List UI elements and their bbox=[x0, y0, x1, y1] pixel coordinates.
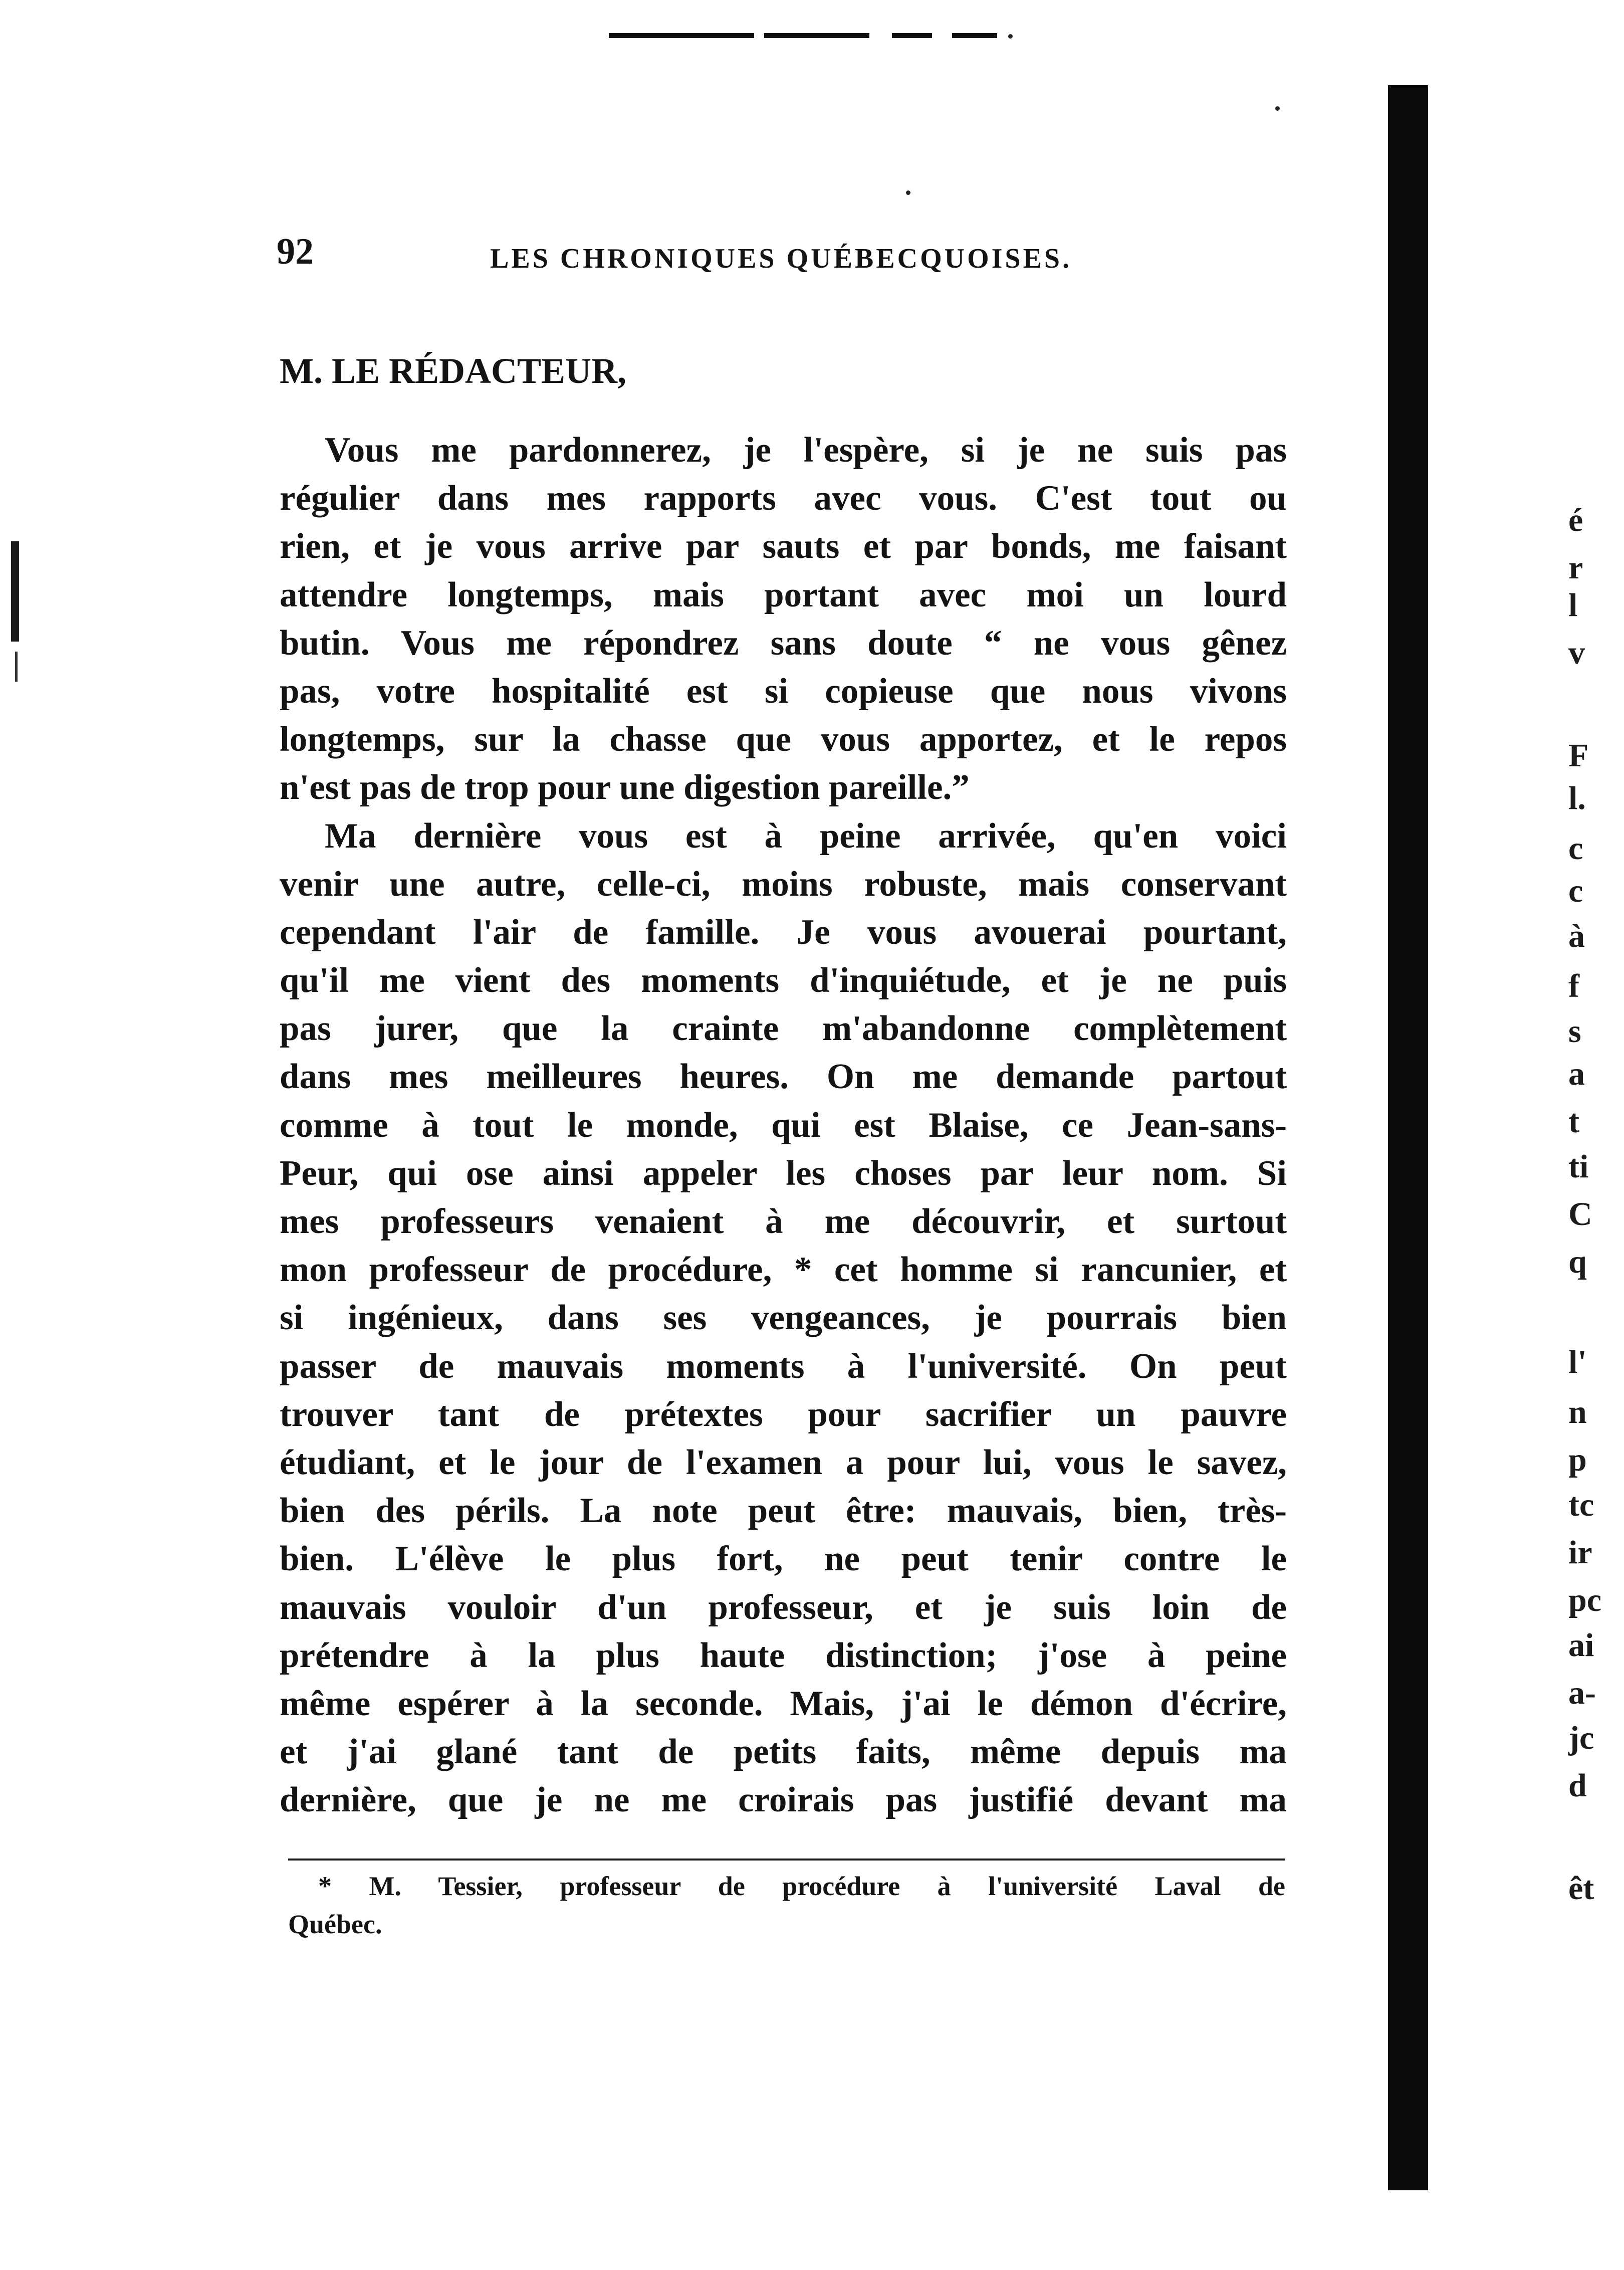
facing-fragment: q bbox=[1568, 1244, 1587, 1280]
facing-fragment: a bbox=[1568, 1056, 1585, 1092]
facing-fragment: v bbox=[1568, 635, 1585, 671]
top-rule-2 bbox=[764, 33, 869, 38]
text-line: et j'ai glané tant de petits faits, même depuis ma bbox=[280, 1732, 1287, 1772]
facing-fragment: n bbox=[1568, 1394, 1587, 1430]
facing-fragment: ti bbox=[1568, 1148, 1589, 1185]
facing-fragment: êt bbox=[1568, 1870, 1594, 1907]
left-edge-mark bbox=[15, 652, 18, 682]
text-line: qu'il me vient des moments d'inquiétude, et je ne puis bbox=[280, 961, 1287, 1000]
facing-fragment: l' bbox=[1568, 1344, 1587, 1380]
text-line: pas, votre hospitalité est si copieuse que nous vivons bbox=[280, 671, 1287, 711]
text-line: passer de mauvais moments à l'université. On peut bbox=[280, 1346, 1287, 1386]
text-line: rien, et je vous arrive par sauts et par bonds, me faisant bbox=[280, 527, 1287, 566]
text-line: mes professeurs venaient à me découvrir, et surtout bbox=[280, 1202, 1287, 1241]
text-line: longtemps, sur la chasse que vous apportez, et le repos bbox=[280, 720, 1287, 759]
facing-fragment: d bbox=[1568, 1767, 1587, 1804]
facing-fragment: F bbox=[1568, 737, 1589, 774]
facing-fragment: p bbox=[1568, 1441, 1587, 1478]
facing-fragment: ir bbox=[1568, 1534, 1592, 1571]
text-line: butin. Vous me répondrez sans doute “ ne vous gênez bbox=[280, 623, 1287, 663]
text-line: dernière, que je ne me croirais pas justifié devant ma bbox=[280, 1780, 1287, 1820]
text-line: même espérer à la seconde. Mais, j'ai le démon d'écrire, bbox=[280, 1684, 1287, 1723]
text-line: n'est pas de trop pour une digestion pareille.” bbox=[280, 768, 970, 807]
text-line: Peur, qui ose ainsi appeler les choses par leur nom. Si bbox=[280, 1153, 1287, 1193]
text-line: mon professeur de procédure, * cet homme si rancunier, et bbox=[280, 1250, 1287, 1290]
text-line: attendre longtemps, mais portant avec moi un lourd bbox=[280, 575, 1287, 614]
facing-fragment: s bbox=[1568, 1013, 1581, 1050]
text-line: bien des périls. La note peut être: mauvais, bien, très- bbox=[280, 1491, 1287, 1531]
text-line: Ma dernière vous est à peine arrivée, qu'en voici bbox=[325, 816, 1287, 856]
facing-fragment: l. bbox=[1568, 780, 1586, 816]
text-line: régulier dans mes rapports avec vous. C'est tout ou bbox=[280, 479, 1287, 518]
scan-speck bbox=[1008, 34, 1013, 39]
text-line: si ingénieux, dans ses vengeances, je pourrais bien bbox=[280, 1298, 1287, 1338]
text-line: prétendre à la plus haute distinction; j'ose à peine bbox=[280, 1635, 1287, 1675]
facing-fragment: l bbox=[1568, 587, 1578, 624]
footnote bbox=[288, 1867, 1285, 1943]
facing-fragment: a- bbox=[1568, 1675, 1596, 1711]
facing-fragment: ai bbox=[1568, 1627, 1594, 1664]
page-number: 92 bbox=[277, 231, 314, 272]
body-text bbox=[280, 426, 1287, 1824]
scan-speck bbox=[906, 190, 910, 195]
salutation: M. LE RÉDACTEUR, bbox=[280, 351, 627, 391]
top-rule-3 bbox=[892, 33, 932, 38]
facing-fragment: t bbox=[1568, 1103, 1579, 1140]
facing-fragment: à bbox=[1568, 918, 1585, 954]
text-line: cependant l'air de famille. Je vous avouerai pourtant, bbox=[280, 912, 1287, 952]
text-line: comme à tout le monde, qui est Blaise, ce Jean-sans- bbox=[280, 1105, 1287, 1145]
facing-fragment: r bbox=[1568, 549, 1583, 586]
facing-fragment: c bbox=[1568, 830, 1583, 867]
page-binding-shadow bbox=[1388, 85, 1428, 2190]
left-edge-mark bbox=[11, 541, 19, 642]
footnote-line: Québec. bbox=[288, 1909, 382, 1939]
facing-fragment: jc bbox=[1568, 1720, 1594, 1756]
facing-fragment: é bbox=[1568, 502, 1583, 538]
facing-fragment: tc bbox=[1568, 1487, 1594, 1523]
text-line: pas jurer, que la crainte m'abandonne complètement bbox=[280, 1009, 1287, 1049]
footnote-rule bbox=[288, 1859, 1285, 1861]
facing-fragment: f bbox=[1568, 968, 1579, 1004]
paragraph-2 bbox=[280, 812, 1287, 1824]
text-line: dans mes meilleures heures. On me demande partout bbox=[280, 1057, 1287, 1097]
scan-speck bbox=[1275, 106, 1280, 111]
facing-fragment: pc bbox=[1568, 1582, 1601, 1618]
top-rule-1 bbox=[609, 33, 754, 38]
text-line: bien. L'élève le plus fort, ne peut tenir contre le bbox=[280, 1539, 1287, 1579]
footnote-line: * M. Tessier, professeur de procédure à l'université Laval de bbox=[318, 1871, 1285, 1901]
running-title: LES CHRONIQUES QUÉBECQUOISES. bbox=[490, 243, 1072, 274]
facing-fragment: C bbox=[1568, 1196, 1592, 1232]
text-line: venir une autre, celle-ci, moins robuste, mais conservant bbox=[280, 864, 1287, 904]
text-line: Vous me pardonnerez, je l'espère, si je ne suis pas bbox=[325, 431, 1287, 470]
text-line: étudiant, et le jour de l'examen a pour lui, vous le savez, bbox=[280, 1442, 1287, 1482]
text-line: trouver tant de prétextes pour sacrifier un pauvre bbox=[280, 1394, 1287, 1434]
top-rule-4 bbox=[952, 33, 997, 38]
text-line: mauvais vouloir d'un professeur, et je suis loin de bbox=[280, 1587, 1287, 1627]
facing-fragment: c bbox=[1568, 873, 1583, 909]
paragraph-1 bbox=[280, 426, 1287, 812]
